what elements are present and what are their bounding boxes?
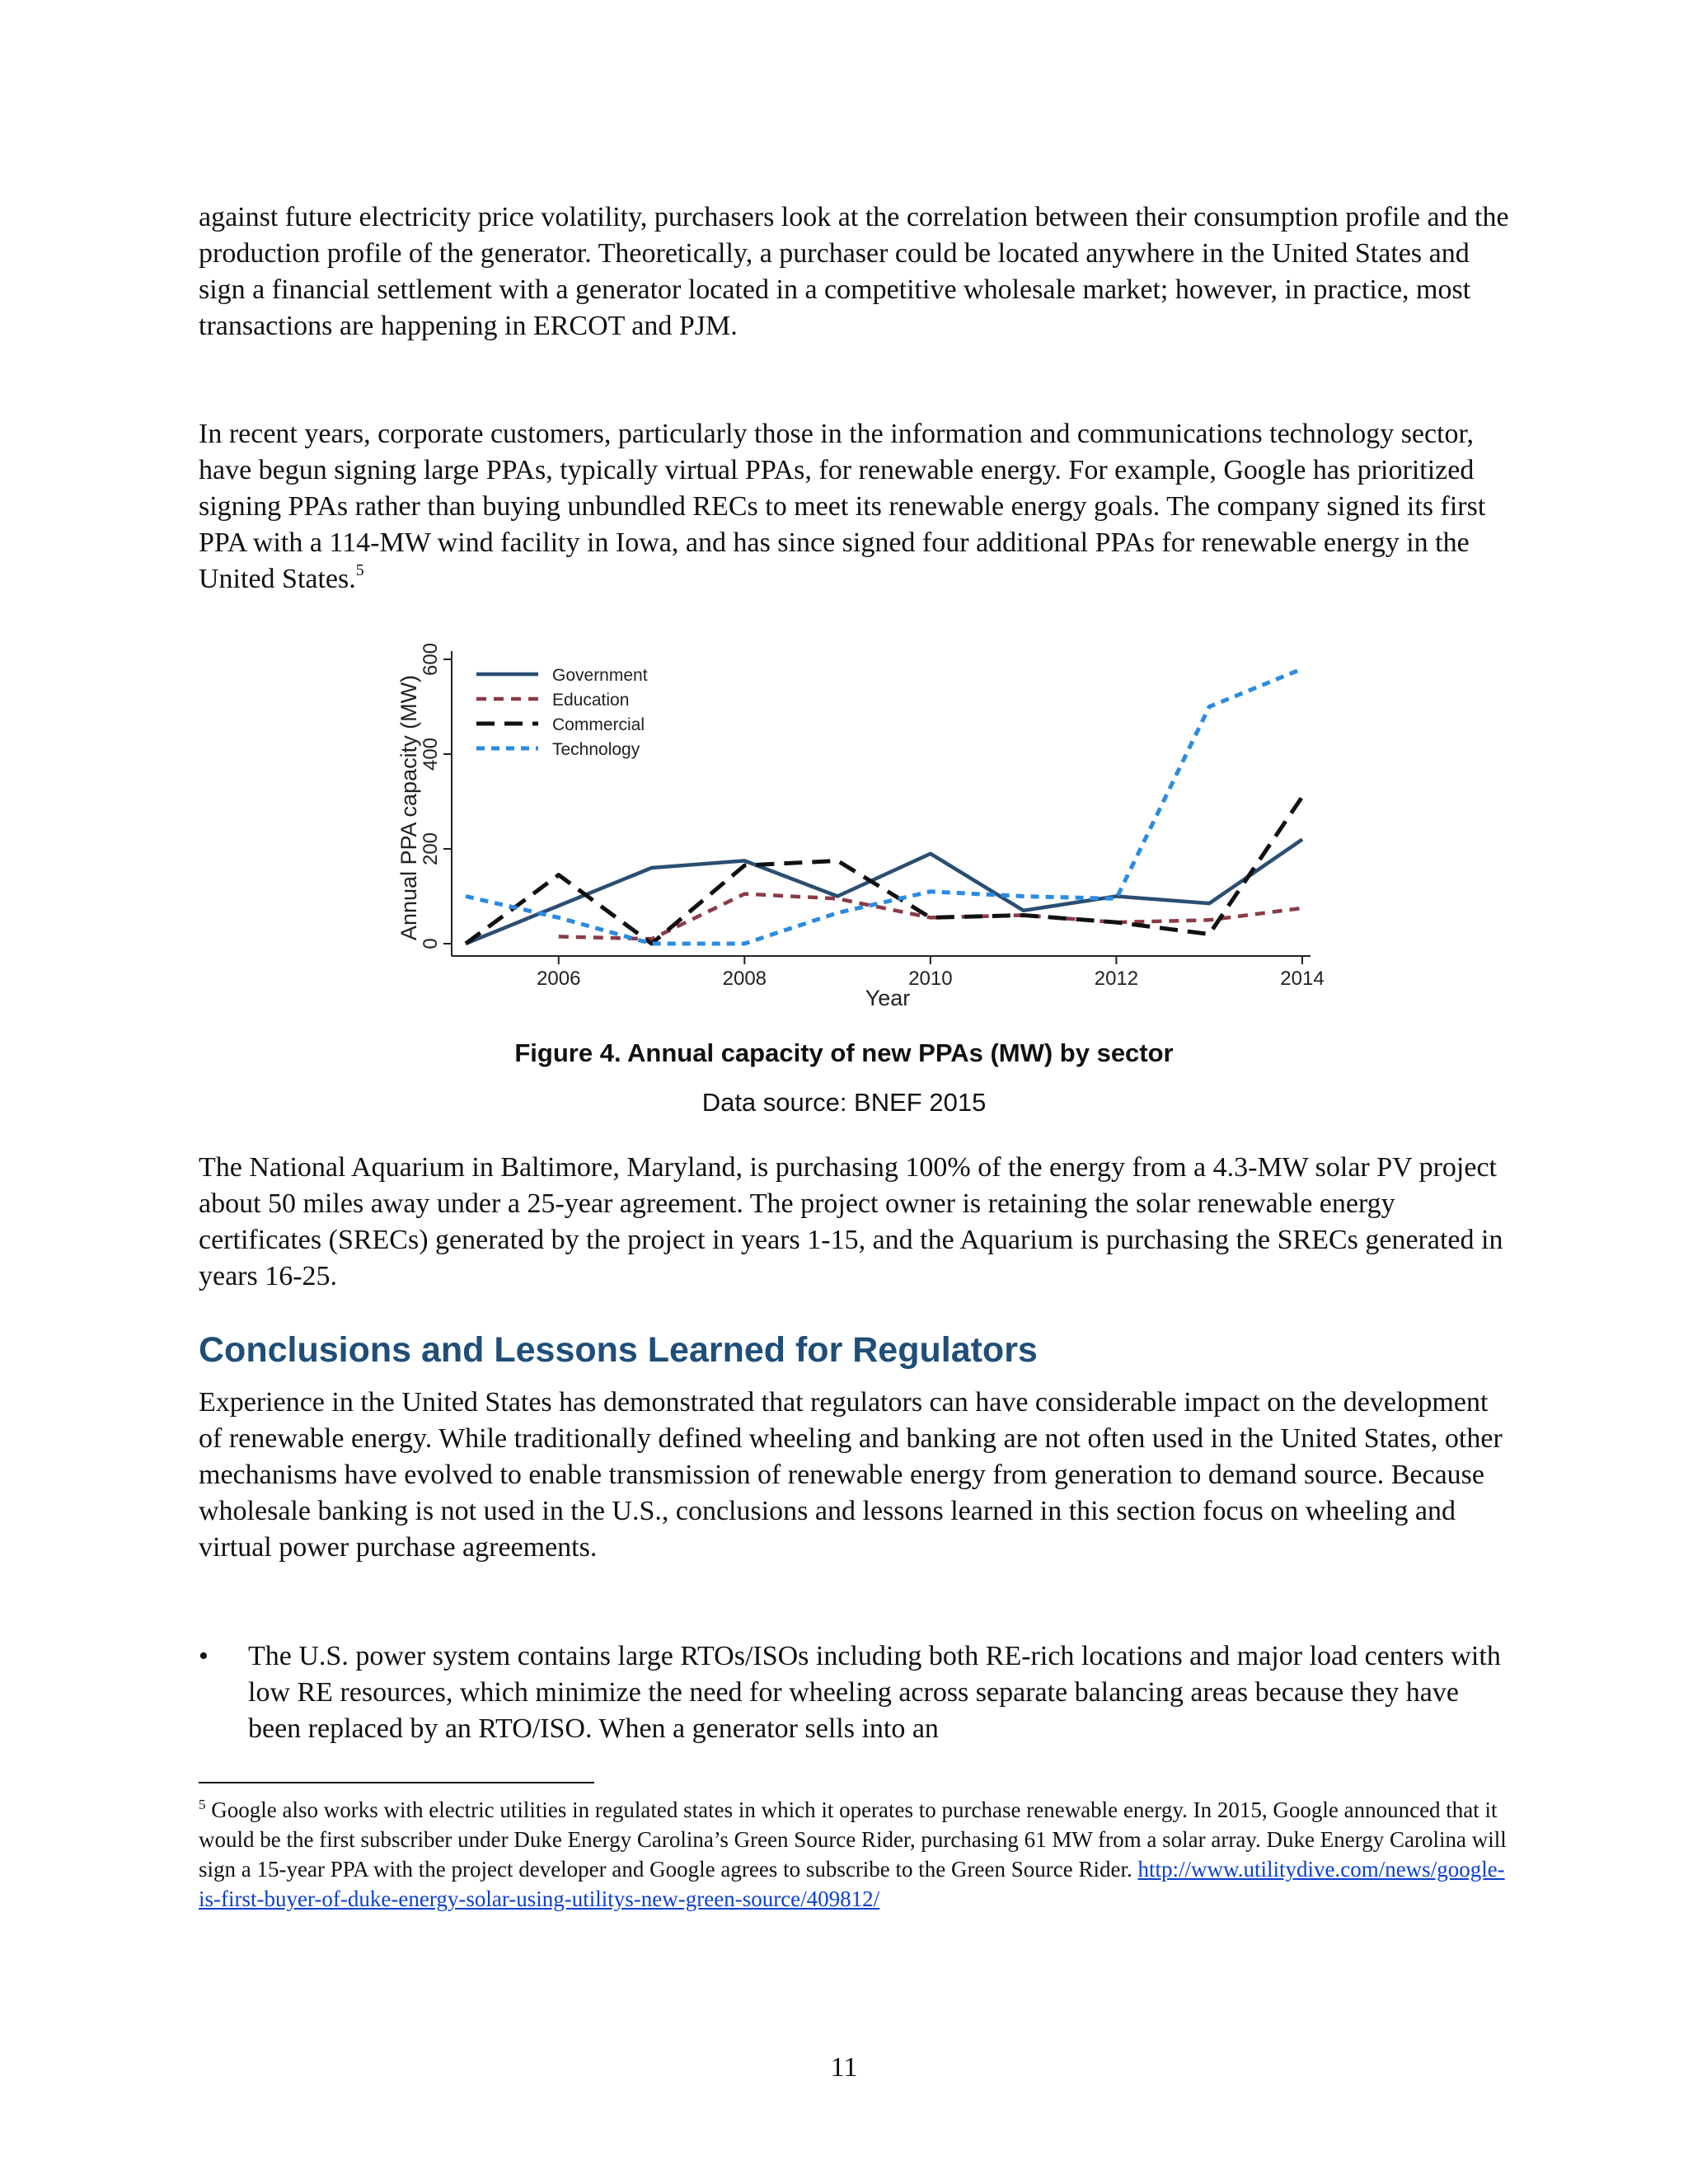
x-tick-label: 2012 [1094,968,1139,990]
body-paragraph-4: Experience in the United States has demonstrated that regulators can have considerable impact on the development of renewable energy. While traditionally defined wheeling and banking are not often used in the United States, other mechanisms have evolved to enable transmission of renewable energy from generation to demand source. Because wholesale banking is not used in the U.S., conclusions and lessons learned in this section focus on wheeling and virtual power purchase agreements. [199,1387,1503,1563]
x-axis-ticks [537,956,1325,990]
x-tick-label: 2010 [908,968,953,990]
section-heading: Conclusions and Lessons Learned for Regulators [199,1330,1038,1370]
bullet-text: The U.S. power system contains large RTOs/ISOs including both RE-rich locations and major load centers with low RE resources, which minimize the need for wheeling across separate balancing areas because they have been replaced by an RTO/ISO. When a generator sells into an [248,1641,1501,1744]
x-axis-label: Year [865,986,911,1010]
footnote-separator [199,1782,594,1783]
legend-label-government: Government [552,666,648,685]
page-number: 11 [830,2052,858,2083]
chart-legend [476,666,648,759]
y-tick-label: 200 [420,832,442,866]
y-axis-ticks [420,643,452,949]
bullet-marker: • [199,1641,209,1671]
footnote-link[interactable]: http://www.utilitydive.com/news/google-is-first-buyer-of-duke-energy-solar-using-utilitys-new-green-source/409812/ [199,1857,1505,1911]
legend-label-commercial: Commercial [552,715,645,734]
footnote [199,1795,1517,1914]
series-lines [466,669,1302,944]
x-tick-label: 2014 [1280,968,1325,990]
legend-label-technology: Technology [552,740,640,759]
y-tick-label: 0 [420,938,442,949]
footnote-number: 5 [199,1797,206,1812]
body-paragraph-1: against future electricity price volatility, purchasers look at the correlation between their consumption profile and the production profile of the generator. Theoretically, a purchaser could be located anywhere in the United States and sign a financial settlement with a generator located in a competitive wholesale market; however, in practice, most transactions are happening in ERCOT and PJM. [199,202,1509,341]
y-tick-label: 400 [420,737,442,771]
y-axis-label: Annual PPA capacity (MW) [396,674,421,941]
footnote-text: Google also works with electric utilities in regulated states in which it operates to purchase renewable energy. In 2015, Google announced that it would be the first subscriber under Duke Energy Carolina’s Green Source Rider, purchasing 61 MW from a solar array. Duke Energy Carolina will sign a 15-year PPA with the project developer and Google agrees to subscribe to the Green Source Rider. [199,1797,1507,1882]
body-paragraph-2 [199,416,1517,598]
footnote-reference[interactable]: 5 [355,561,364,579]
body-paragraph-2-text: In recent years, corporate customers, particularly those in the information and communications technology sector, have begun signing large PPAs, typically virtual PPAs, for renewable energy. For example, Google has prioritized signing PPAs rather than buying unbundled RECs to meet its renewable energy goals. The company signed its first PPA with a 114-MW wind facility in Iowa, and has since signed four additional PPAs for renewable energy in the United States. [199,419,1486,594]
body-paragraph-3: The National Aquarium in Baltimore, Maryland, is purchasing 100% of the energy from a 4.3-MW solar PV project about 50 miles away under a 25-year agreement. The project owner is retaining the solar renewable energy certificates (SRECs) generated by the project in years 1-15, and the Aquarium is purchasing the SRECs generated in years 16-25. [199,1152,1503,1291]
figure-caption: Figure 4. Annual capacity of new PPAs (MW) by sector [514,1038,1174,1067]
figure-source: Data source: BNEF 2015 [701,1088,987,1117]
ppa-capacity-chart [387,635,1343,1022]
x-tick-label: 2008 [722,968,767,990]
x-tick-label: 2006 [537,968,581,990]
legend-label-education: Education [552,691,630,710]
y-tick-label: 600 [420,642,442,677]
